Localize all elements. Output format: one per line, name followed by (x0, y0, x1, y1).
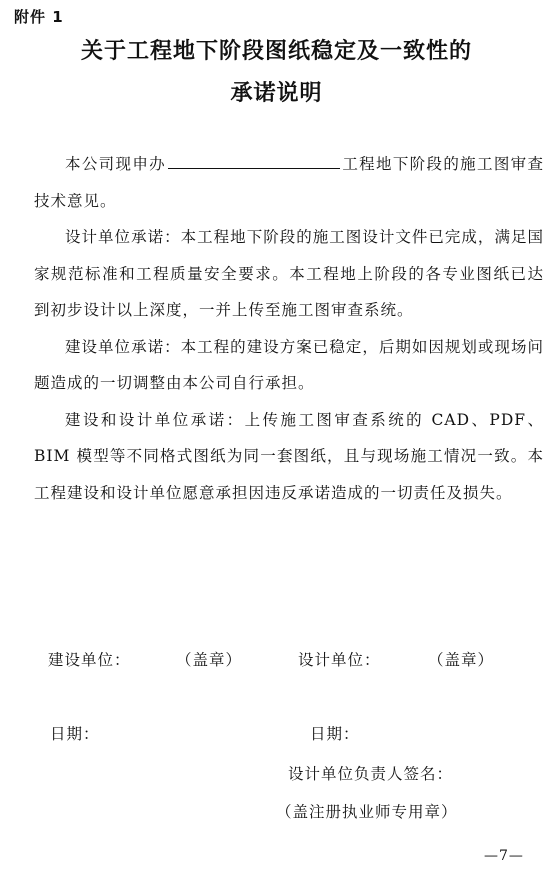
design-unit-seal: （盖章） (428, 651, 495, 669)
date-right-label: 日期： (310, 725, 360, 743)
application-text-before: 本公司现申办 (65, 155, 166, 173)
joint-commitment: 建设和设计单位承诺：上传施工图审查系统的 CAD、PDF、BIM 模型等不同格式图纸为同一套图纸，且与现场施工情况一致。本工程建设和设计单位愿意承担因违反承诺造成的一切责任及损失。 (34, 410, 544, 502)
document-title-line-2: 承诺说明 (230, 81, 323, 106)
commitment-body (34, 146, 544, 511)
page-number: —7— (484, 848, 524, 864)
design-unit-label: 设计单位： (298, 651, 381, 669)
date-left-label: 日期： (50, 725, 100, 743)
construction-unit-commitment: 建设单位承诺：本工程的建设方案已稳定，后期如因规划或现场问题造成的一切调整由本公司自行承担。 (34, 337, 544, 392)
construction-unit-seal: （盖章） (176, 651, 243, 669)
application-text-after: 工程地下阶段的施工图审查技术意见。 (34, 155, 544, 210)
responsible-signature-label: 设计单位负责人签名： (288, 765, 454, 783)
construction-unit-label: 建设单位： (48, 651, 131, 669)
attachment-label: 附件 1 (14, 8, 64, 26)
document-title-line-1: 关于工程地下阶段图纸稳定及一致性的 (80, 39, 472, 64)
design-unit-commitment: 设计单位承诺：本工程地下阶段的施工图设计文件已完成，满足国家规范标准和工程质量安全要求。本工程地上阶段的各专业图纸已达到初步设计以上深度，一并上传至施工图审查系统。 (34, 228, 544, 319)
architect-seal-label: （盖注册执业师专用章） (276, 803, 458, 821)
application-paragraph (34, 146, 544, 219)
project-name-blank (168, 154, 340, 169)
